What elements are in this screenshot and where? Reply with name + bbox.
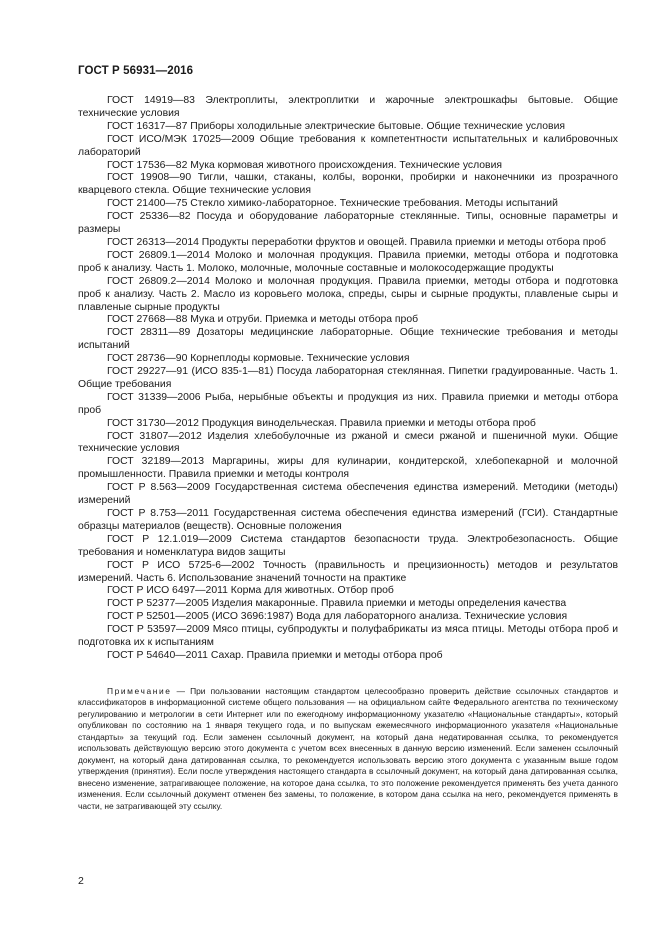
reference-item: ГОСТ 26313—2014 Продукты переработки фруктов и овощей. Правила приемки и методы отбора проб bbox=[107, 236, 606, 248]
reference-item: ГОСТ 28311—89 Дозаторы медицинские лабораторные. Общие технические требования и методы испытаний bbox=[78, 327, 618, 352]
reference-item: ГОСТ 31730—2012 Продукция винодельческая. Правила приемки и методы отбора проб bbox=[107, 417, 536, 429]
reference-item: ГОСТ 31339—2006 Рыба, нерыбные объекты и продукция из них. Правила приемки и методы отбора проб bbox=[78, 391, 618, 416]
reference-item: ГОСТ 16317—87 Приборы холодильные электрические бытовые. Общие технические условия bbox=[107, 120, 566, 132]
reference-item: ГОСТ Р 52501—2005 (ИСО 3696:1987) Вода для лабораторного анализа. Технические условия bbox=[107, 611, 568, 623]
reference-item: ГОСТ 14919—83 Электроплиты, электроплитки и жарочные электрошкафы бытовые. Общие технические условия bbox=[78, 95, 618, 119]
reference-item: ГОСТ Р ИСО 5725-6—2002 Точность (правильность и прецизионность) методов и результатов измерений. Часть 6. Использование значений точности на практике bbox=[78, 559, 618, 584]
reference-item: ГОСТ 25336—82 Посуда и оборудование лабораторные стеклянные. Типы, основные параметры и размеры bbox=[78, 211, 618, 236]
reference-item: ГОСТ Р 8.753—2011 Государственная система обеспечения единства измерений (ГСИ). Стандартные образцы материалов (веществ). Основные положения bbox=[78, 508, 618, 532]
reference-item: ГОСТ 29227—91 (ИСО 835-1—81) Посуда лабораторная стеклянная. Пипетки градуированные. Часть 1. Общие требования bbox=[78, 366, 618, 390]
reference-item: ГОСТ Р 54640—2011 Сахар. Правила приемки и методы отбора проб bbox=[107, 649, 443, 661]
reference-item: ГОСТ 17536—82 Мука кормовая животного происхождения. Технические условия bbox=[107, 159, 502, 171]
reference-item: ГОСТ ИСО/МЭК 17025—2009 Общие требования к компетентности испытательных и калибровочных лабораторий bbox=[78, 133, 618, 158]
reference-item: ГОСТ 28736—90 Корнеплоды кормовые. Технические условия bbox=[107, 353, 410, 365]
note-paragraph bbox=[78, 686, 618, 812]
reference-item: ГОСТ 27668—88 Мука и отруби. Приемка и методы отбора проб bbox=[107, 314, 419, 326]
reference-item: ГОСТ 31807—2012 Изделия хлебобулочные из ржаной и смеси ржаной и пшеничной муки. Общие технические условия bbox=[78, 430, 618, 455]
normative-references-list bbox=[78, 95, 618, 663]
reference-item: ГОСТ 32189—2013 Маргарины, жиры для кулинарии, кондитерской, хлебопекарной и молочной промышленности. Правила приемки и методы контроля bbox=[78, 456, 618, 481]
reference-item: ГОСТ Р 8.563—2009 Государственная система обеспечения единства измерений. Методики (методы) измерений bbox=[78, 482, 618, 507]
page-number: 2 bbox=[78, 875, 84, 887]
reference-item: ГОСТ 26809.1—2014 Молоко и молочная продукция. Правила приемки, методы отбора и подготовка проб к анализу. Часть 1. Молоко, молочные, молочные составные и молокосодержащие продукты bbox=[78, 249, 618, 274]
reference-item: ГОСТ 19908—90 Тигли, чашки, стаканы, колбы, воронки, пробирки и наконечники из прозрачного кварцевого стекла. Общие технические условия bbox=[78, 172, 618, 197]
reference-item: ГОСТ Р 53597—2009 Мясо птицы, субпродукты и полуфабрикаты из мяса птицы. Методы отбора проб и подготовка их к испытаниям bbox=[78, 624, 618, 649]
reference-item: ГОСТ Р 52377—2005 Изделия макаронные. Правила приемки и методы определения качества bbox=[107, 598, 567, 610]
reference-item: ГОСТ Р 12.1.019—2009 Система стандартов безопасности труда. Электробезопасность. Общие требования и номенклатура видов защиты bbox=[78, 533, 618, 558]
note-label: Примечание bbox=[107, 686, 172, 696]
reference-item: ГОСТ 26809.2—2014 Молоко и молочная продукция. Правила приемки, методы отбора и подготовка проб к анализу. Часть 2. Масло из коровьего молока, спреды, сыры и сырные продукты, плавленые сыры и плавленые сырные продукты bbox=[78, 275, 618, 313]
standard-header: ГОСТ Р 56931—2016 bbox=[78, 65, 194, 77]
reference-item: ГОСТ Р ИСО 6497—2011 Корма для животных. Отбор проб bbox=[107, 585, 394, 597]
note-text: — При пользовании настоящим стандартом целесообразно проверить действие ссылочных стандартов и классификаторов в информационной системе общего пользования — на официальном сайте Федерального агентства по техническому регулированию и метрологии в сети Интернет или по ежегодному информационному указателю «Национальные стандарты», который опубликован по состоянию на 1 января текущего года, и по выпускам ежемесячного информационного указателя «Национальные стандарты» за текущий год. Если заменен ссылочный документ, на который дана недатированная ссылка, то рекомендуется использовать действующую версию этого документа с учетом всех внесенных в данную версию изменений. Если заменен ссылочный документ, на который дана датированная ссылка, то рекомендуется использовать версию этого документа с указанным выше годом утверждения (принятия). Если после утверждения настоящего стандарта в ссылочный документ, на который дана датированная ссылка, внесено изменение, затрагивающее положение, на которое дана ссылка, то это положение рекомендуется применять без учета данного изменения. Если ссылочный документ отменен без замены, то положение, в котором дана ссылка на него, рекомендуется применять в части, не затрагивающей эту ссылку. bbox=[78, 686, 618, 811]
reference-item: ГОСТ 21400—75 Стекло химико-лабораторное. Технические требования. Методы испытаний bbox=[107, 198, 558, 210]
